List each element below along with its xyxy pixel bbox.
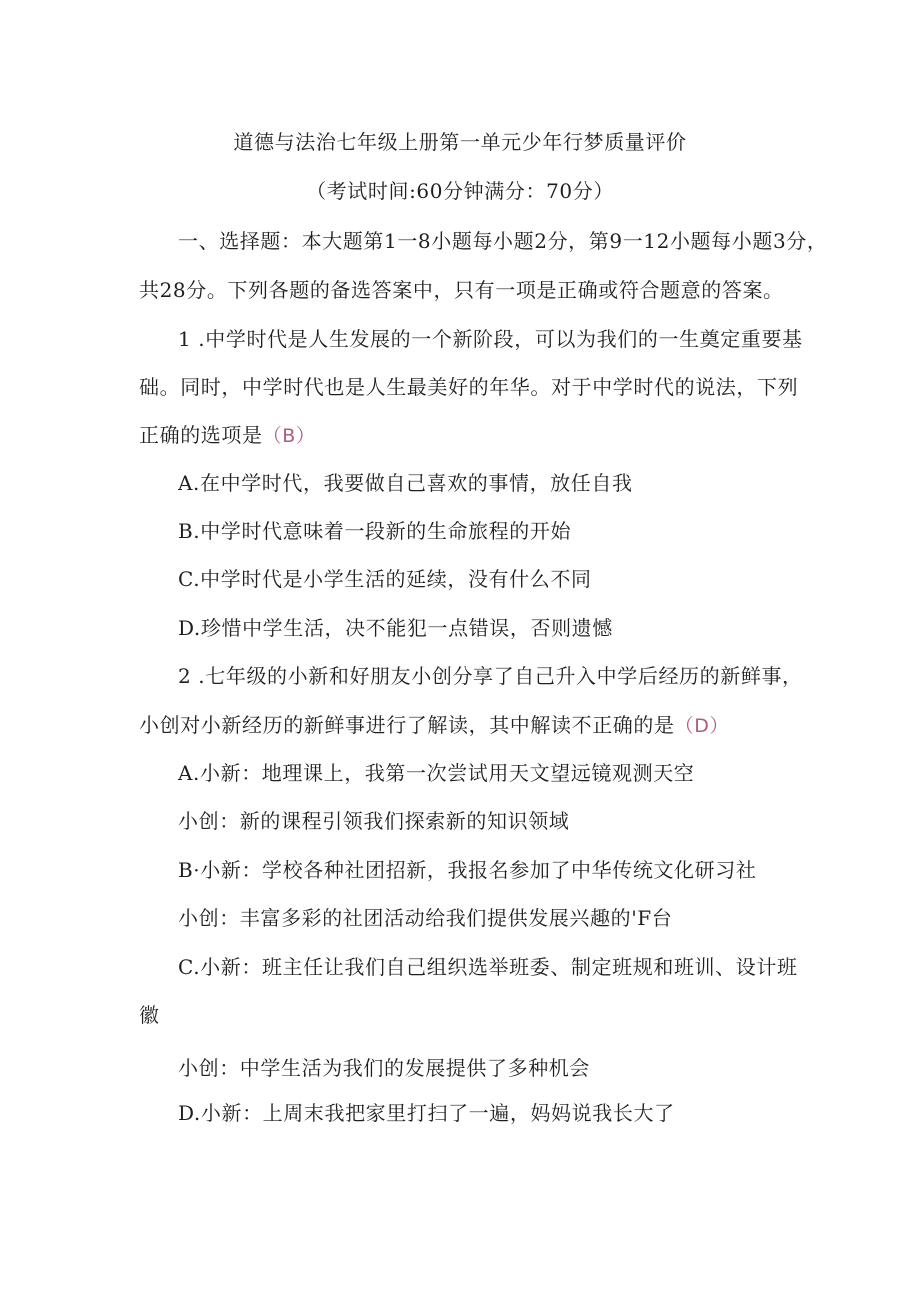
question-1-option-b: B.中学时代意味着一段新的生命旅程的开始 — [178, 519, 572, 543]
question-2-option-c-xiaoxin: C.小新：班主任让我们自己组织选举班委、制定班规和班训、设计班 — [178, 955, 798, 979]
exam-info: （考试时间:60分钟满分：70分） — [306, 179, 614, 203]
question-2-line-2 — [139, 711, 729, 740]
question-1-stem-end: 正确的选项是 — [139, 423, 263, 447]
question-1-line-3 — [139, 421, 315, 450]
question-1-option-d: D.珍惜中学生活，决不能犯一点错误，否则遗憾 — [178, 616, 613, 640]
question-2-option-a-xiaochuang: 小创：新的课程引领我们探索新的知识领域 — [178, 809, 570, 833]
question-2-option-c-continued: 徽 — [139, 1003, 160, 1027]
question-1-option-a: A.在中学时代，我要做自己喜欢的事情，放任自我 — [178, 471, 633, 495]
question-2-option-b-xiaochuang: 小创：丰富多彩的社团活动给我们提供发展兴趣的'F台 — [178, 906, 673, 930]
question-2-option-b-xiaoxin: B·小新：学校各种社团招新，我报名参加了中华传统文化研习社 — [178, 858, 757, 882]
question-2-answer: （D） — [674, 715, 730, 737]
question-1-line-1: 1 .中学时代是人生发展的一个新阶段，可以为我们的一生奠定重要基 — [178, 327, 803, 351]
question-2-stem-end: 小创对小新经历的新鲜事进行了解读，其中解读不正确的是 — [139, 713, 675, 737]
question-2-option-d-xiaoxin: D.小新：上周末我把家里打扫了一遍，妈妈说我长大了 — [178, 1101, 675, 1125]
question-1-option-c: C.中学时代是小学生活的延续，没有什么不同 — [178, 567, 592, 591]
section-instruction-line-1: 一、选择题：本大题第1一8小题每小题2分，第9一12小题每小题3分， — [178, 229, 828, 253]
question-2-option-c-xiaochuang: 小创：中学生活为我们的发展提供了多种机会 — [178, 1056, 590, 1080]
section-instruction-line-2: 共28分。下列各题的备选答案中，只有一项是正确或符合题意的答案。 — [139, 278, 784, 302]
question-2-line-1: 2 .七年级的小新和好朋友小创分享了自己升入中学后经历的新鲜事， — [178, 664, 803, 688]
question-1-line-2: 础。同时，中学时代也是人生最美好的年华。对于中学时代的说法，下列 — [139, 375, 799, 399]
question-2-option-a-xiaoxin: A.小新：地理课上，我第一次尝试用天文望远镜观测天空 — [178, 761, 695, 785]
document-title: 道德与法治七年级上册第一单元少年行梦质量评价 — [233, 130, 687, 154]
question-1-answer: （B） — [262, 425, 316, 447]
